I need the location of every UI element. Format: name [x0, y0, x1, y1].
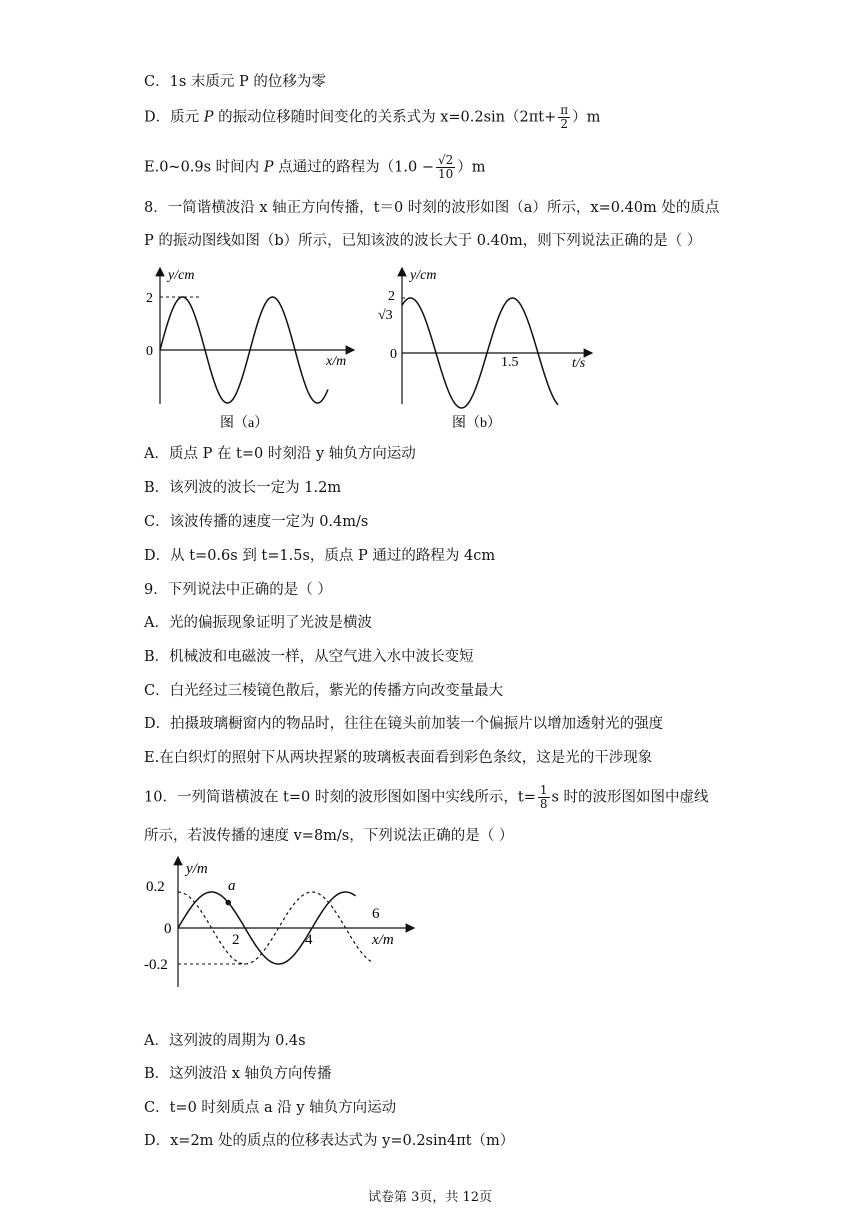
- q7-d-p: P: [203, 109, 214, 126]
- q10-option-b: B．这列波沿 x 轴负方向传播: [144, 1066, 332, 1082]
- figure-q10: [140, 852, 425, 992]
- fig-b-ylabel: y/cm: [410, 268, 437, 283]
- fig-a-origin: 0: [146, 344, 153, 359]
- fig-b-origin: 0: [390, 347, 397, 362]
- page-footer: 试卷第 3页，共 12页: [367, 1190, 493, 1205]
- fig-q10-x6: 6: [372, 906, 380, 922]
- q7-d-den: 2: [560, 117, 569, 131]
- fig-a-caption: 图（a）: [220, 416, 269, 431]
- fig-b-caption: 图（b）: [452, 416, 501, 431]
- q7-e-pre: E.0~0.9s 时间内: [144, 159, 264, 176]
- q8-option-d: D．从 t=0.6s 到 t=1.5s，质点 P 通过的路程为 4cm: [144, 548, 496, 564]
- fig-b-xlabel: t/s: [572, 356, 586, 371]
- q8-stem-line2: P 的振动图线如图（b）所示，已知该波的波长大于 0.40m，则下列说法正确的是（ ）: [144, 233, 702, 249]
- fig-q10-xlabel: x/m: [372, 932, 394, 948]
- q7-e-mid: 点通过的路程为（1.0 −: [273, 159, 434, 176]
- q10-stem-line2: 所示，若波传播的速度 v=8m/s，下列说法正确的是（ ）: [144, 828, 514, 844]
- q9-option-d: D．拍摄玻璃橱窗内的物品时，往往在镜头前加装一个偏振片以增加透射光的强度: [144, 716, 664, 732]
- q7-d-fraction: [558, 104, 570, 131]
- q10-stem-fraction: [538, 784, 550, 811]
- q9-option-e: E.在白织灯的照射下从两块捏紧的玻璃板表面看到彩色条纹，这是光的干涉现象: [144, 750, 653, 766]
- fig-q10-x4: 4: [305, 932, 313, 948]
- q10-option-d: D．x=2m 处的质点的位移表达式为 y=0.2sin4πt（m）: [144, 1133, 515, 1149]
- q7-e-num: √2: [438, 153, 454, 167]
- q7-e-post: ）m: [457, 159, 486, 176]
- q7-option-c: C．1s 末质元 P 的位移为零: [144, 74, 326, 90]
- q9-option-c: C．白光经过三棱镜色散后，紫光的传播方向改变量最大: [144, 683, 504, 699]
- fig-q10-x2: 2: [232, 932, 240, 948]
- fig-q10-ylabel: y/m: [186, 861, 208, 877]
- fig-q10-point-a-label: a: [228, 878, 236, 894]
- q10-option-a: A．这列波的周期为 0.4s: [144, 1033, 306, 1049]
- q10-option-c: C．t=0 时刻质点 a 沿 y 轴负方向运动: [144, 1100, 397, 1116]
- q10-stem-line1: [144, 784, 709, 811]
- fig-b-xtick: 1.5: [501, 355, 519, 370]
- fig-a-ylabel: y/cm: [168, 268, 195, 283]
- q10-stem-den: 8: [539, 797, 548, 811]
- fig-b-ytick-sqrt3: √3: [378, 308, 393, 323]
- fig-a-ytick: 2: [146, 291, 153, 306]
- q7-e-p: P: [263, 159, 274, 176]
- fig-q10-ytop: 0.2: [146, 879, 165, 895]
- q8-option-c: C．该波传播的速度一定为 0.4m/s: [144, 514, 369, 530]
- q7-d-pre: D．质元: [144, 109, 204, 126]
- q8-option-b: B．该列波的波长一定为 1.2m: [144, 480, 342, 496]
- q7-d-mid: 的振动位移随时间变化的关系式为 x=0.2sin（2πt+: [213, 109, 557, 126]
- q10-stem-pre: 10．一列简谐横波在 t=0 时刻的波形图如图中实线所示，t=: [144, 789, 536, 806]
- figure-b: [370, 262, 600, 437]
- fig-q10-origin: 0: [164, 921, 172, 937]
- q10-stem-post: s 时的波形图如图中虚线: [551, 789, 709, 806]
- q7-d-num: π: [560, 103, 569, 117]
- q7-option-d: [144, 104, 600, 131]
- figure-a: [140, 262, 365, 437]
- q8-stem-line1: 8．一简谐横波沿 x 轴正方向传播，t＝0 时刻的波形如图（a）所示，x=0.40m 处的质点: [144, 200, 720, 216]
- q9-option-b: B．机械波和电磁波一样，从空气进入水中波长变短: [144, 649, 474, 665]
- q9-option-a: A．光的偏振现象证明了光波是横波: [144, 615, 372, 631]
- fig-b-ytick: 2: [388, 289, 395, 304]
- q7-e-den: 10: [438, 167, 454, 181]
- q7-d-post: ）m: [572, 109, 601, 126]
- q10-stem-num: 1: [539, 783, 548, 797]
- q7-option-e: [144, 154, 486, 181]
- q9-stem: 9．下列说法中正确的是（ ）: [144, 582, 332, 598]
- fig-a-xlabel: x/m: [326, 354, 347, 369]
- fig-q10-ybottom: -0.2: [144, 957, 168, 973]
- q7-e-fraction: [436, 154, 455, 181]
- fig-q10-point-a: [225, 900, 231, 906]
- q8-option-a: A．质点 P 在 t=0 时刻沿 y 轴负方向运动: [144, 446, 416, 462]
